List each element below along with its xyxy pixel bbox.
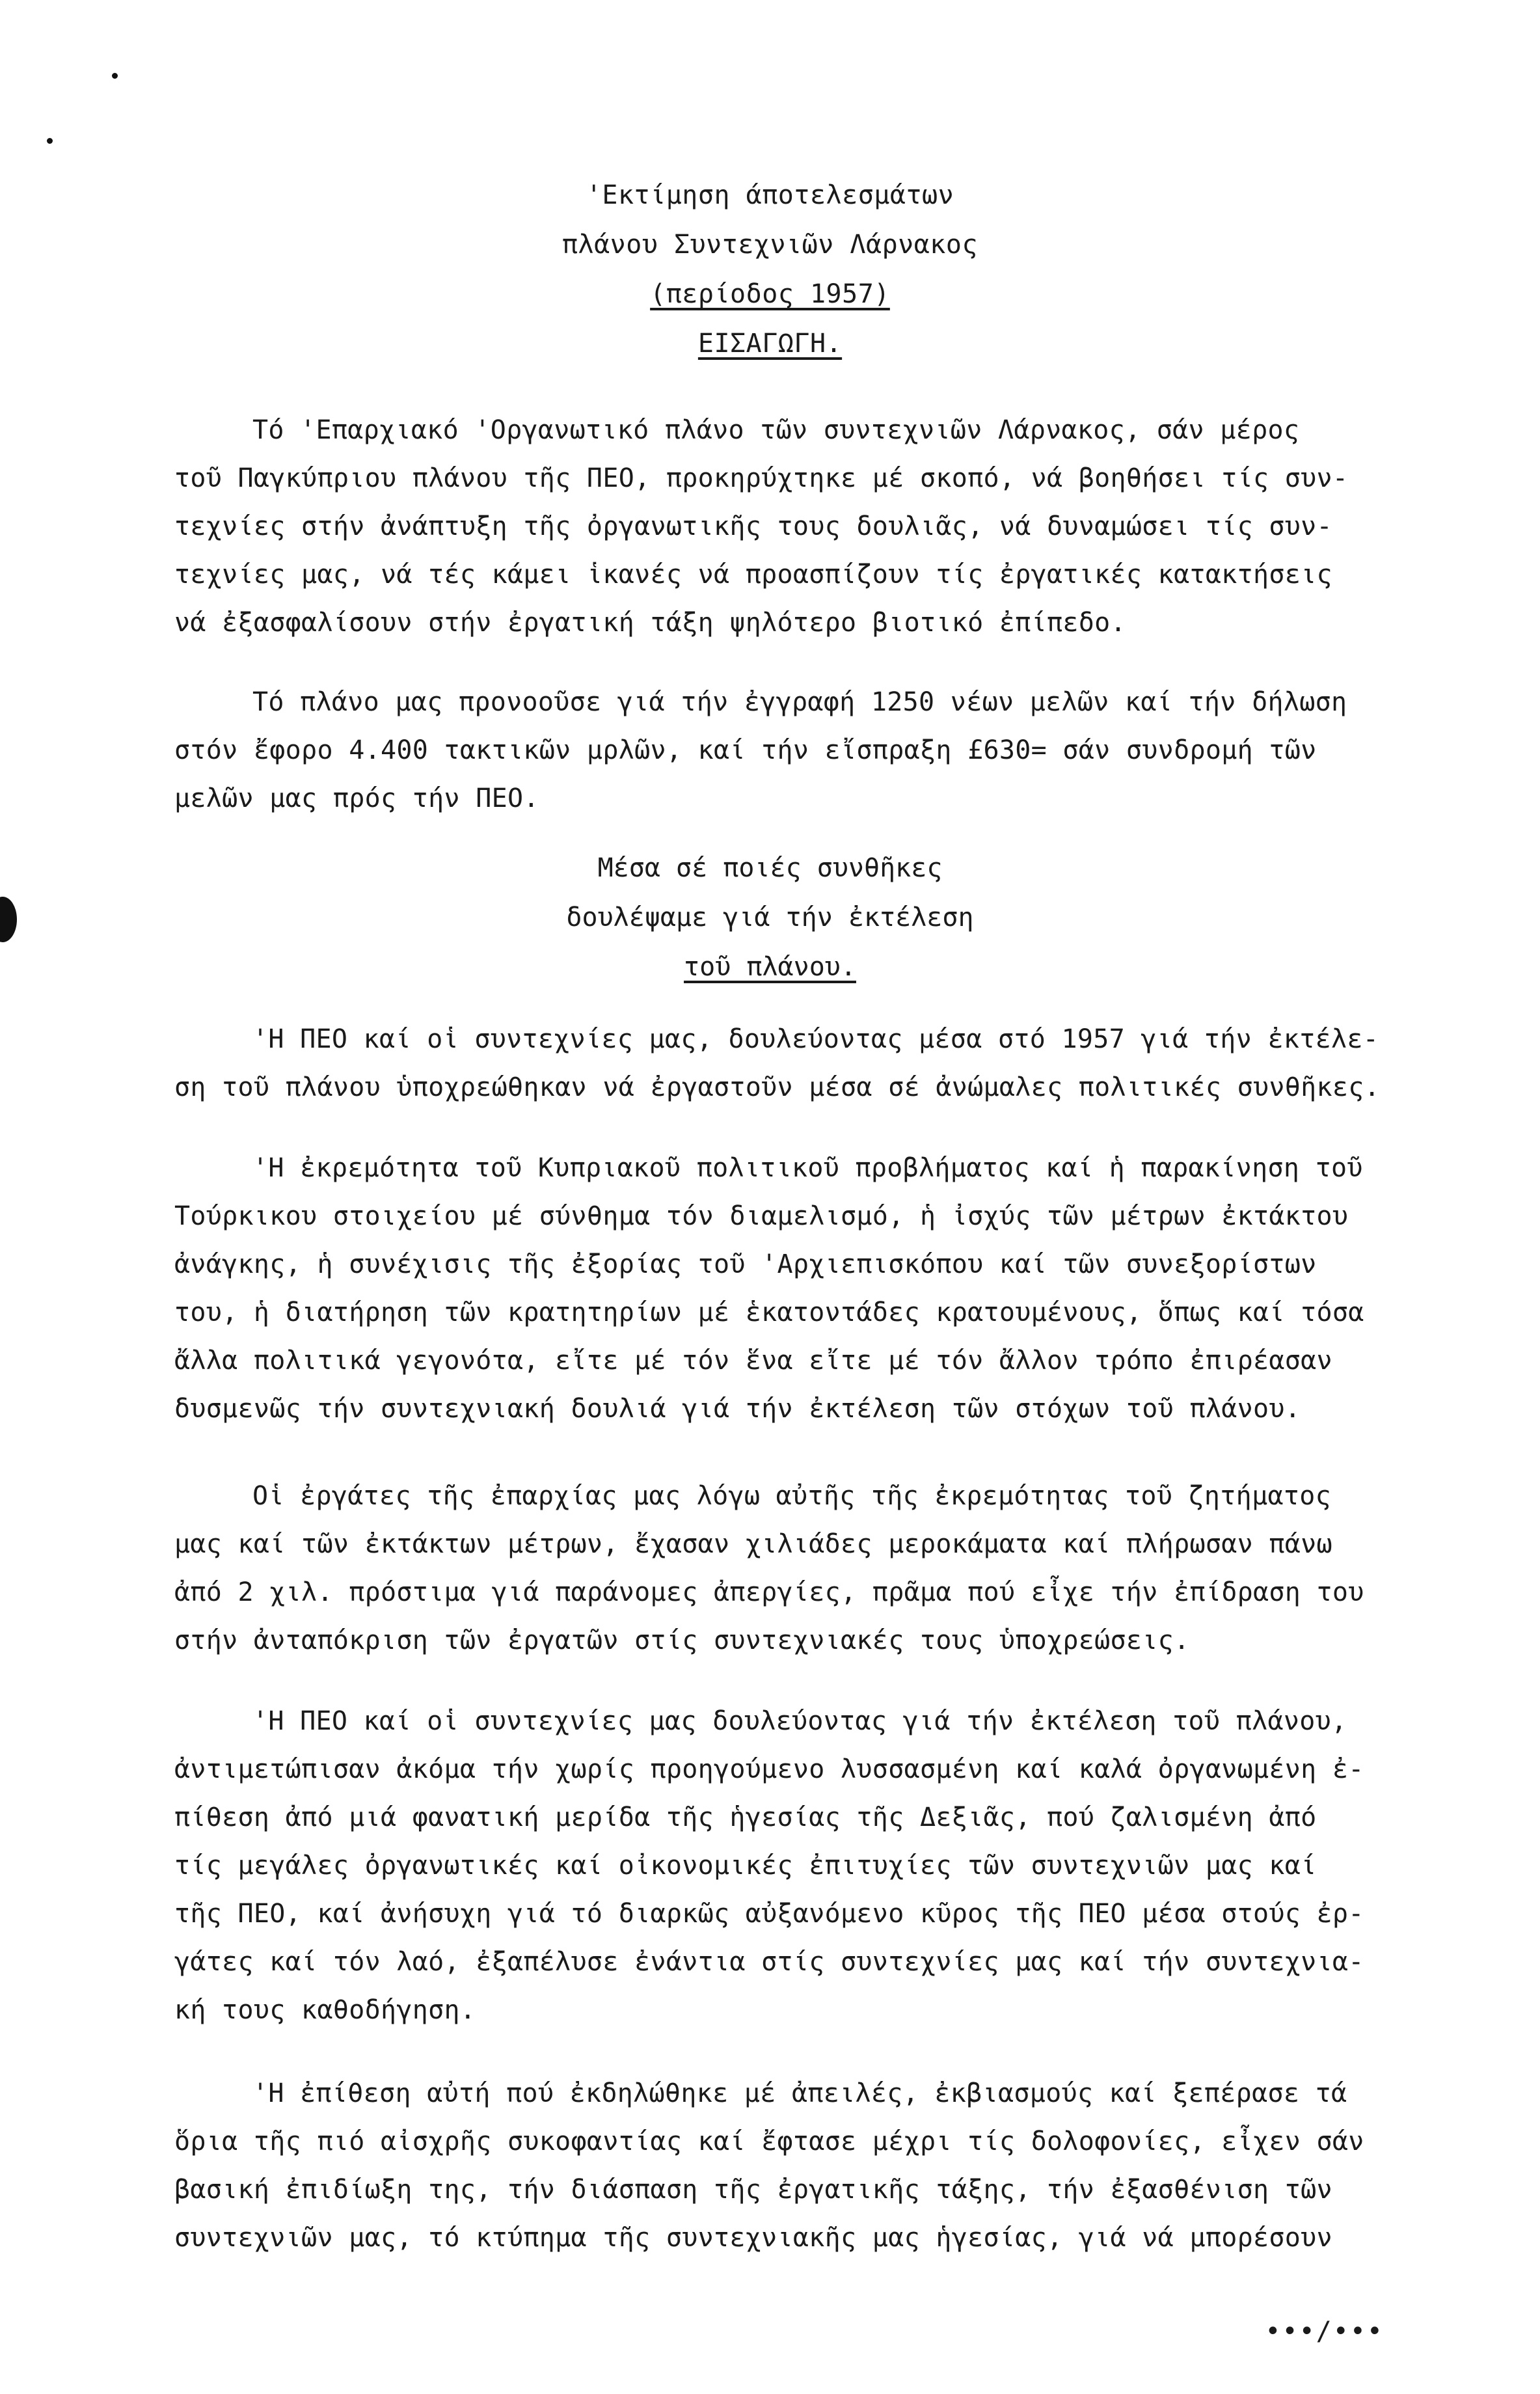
paragraph-right-wing-attack	[174, 1697, 1469, 2034]
text-line: ὅρια τῆς πιό αἰσχρῆς συκοφαντίας καί ἔφτασε μέχρι τίς δολοφονίες, εἶχεν σάν	[174, 2127, 1364, 2156]
text-line: 'Η ΠΕΟ καί οἱ συντεχνίες μας δουλεύοντας γιά τήν ἐκτέλεση τοῦ πλάνου,	[252, 1706, 1347, 1736]
paragraph-abnormal-conditions	[174, 1015, 1469, 1111]
text-line: ἄλλα πολιτικά γεγονότα, εἴτε μέ τόν ἕνα εἴτε μέ τόν ἄλλον τρόπο ἐπιρέασαν	[174, 1346, 1332, 1376]
text-line: 'Η ἐπίθεση αὐτή πού ἐκδηλώθηκε μέ ἀπειλές, ἐκβιασμούς καί ξεπέρασε τά	[252, 2078, 1347, 2108]
title-line-2: πλάνου Συντεχνιῶν Λάρνακος	[561, 230, 979, 260]
text-line: τεχνίες στήν ἀνάπτυξη τῆς ὀργανωτικῆς τους δουλιᾶς, νά δυναμώσει τίς συν-	[174, 511, 1332, 541]
text-line: γάτες καί τόν λαό, ἐξαπέλυσε ἐνάντια στίς συντεχνίες μας καί τήν συντεχνια-	[174, 1947, 1364, 1977]
text-line: στήν ἀνταπόκριση τῶν ἐργατῶν στίς συντεχνιακές τους ὑποχρεώσεις.	[174, 1625, 1190, 1655]
text-line: τίς μεγάλες ὀργανωτικές καί οἰκονομικές ἐπιτυχίες τῶν συντεχνιῶν μας καί	[174, 1851, 1317, 1881]
text-line: συντεχνιῶν μας, τό κτύπημα τῆς συντεχνιακῆς μας ἡγεσίας, γιά νά μπορέσουν	[174, 2223, 1332, 2253]
text-line: του, ἡ διατήρηση τῶν κρατητηρίων μέ ἑκατοντάδες κρατουμένους, ὅπως καί τόσα	[174, 1298, 1364, 1327]
text-line: δυσμενῶς τήν συντεχνιακή δουλιά γιά τήν ἐκτέλεση τῶν στόχων τοῦ πλάνου.	[174, 1394, 1301, 1424]
paragraph-cyprus-problem	[174, 1144, 1469, 1433]
text-line: Τούρκικου στοιχείου μέ σύνθημα τόν διαμελισμό, ἡ ἰσχύς τῶν μέτρων ἐκτάκτου	[174, 1201, 1349, 1231]
scan-speck	[47, 138, 53, 144]
text-line: Τό 'Επαρχιακό 'Οργανωτικό πλάνο τῶν συντεχνιῶν Λάρνακος, σάν μέρος	[252, 415, 1300, 445]
continuation-marker: •••/•••	[1265, 2317, 1384, 2346]
subheading-line-1: Μέσα σέ ποιές συνθῆκες	[597, 853, 943, 883]
paragraph-workers-losses	[174, 1472, 1469, 1665]
text-line: ση τοῦ πλάνου ὑποχρεώθηκαν νά ἐργαστοῦν μέσα σέ ἀνώμαλες πολιτικές συνθῆκες.	[174, 1072, 1381, 1102]
text-line: βασική ἐπιδίωξη της, τήν διάσπαση τῆς ἐργατικῆς τάξης, τήν ἐξασθένιση τῶν	[174, 2175, 1332, 2205]
text-line: τοῦ Παγκύπριου πλάνου τῆς ΠΕΟ, προκηρύχτηκε μέ σκοπό, νά βοηθήσει τίς συν-	[174, 463, 1349, 493]
text-line: ἀνάγκης, ἡ συνέχισις τῆς ἐξορίας τοῦ 'Αρχιεπισκόπου καί τῶν συνεξορίστων	[174, 1249, 1317, 1279]
text-line: τεχνίες μας, νά τές κάμει ἱκανές νά προασπίζουν τίς ἐργατικές κατακτήσεις	[174, 560, 1332, 590]
subheading-conditions	[0, 843, 1540, 992]
text-line: πίθεση ἀπό μιά φανατική μερίδα τῆς ἡγεσίας τῆς Δεξιᾶς, πού ζαλισμένη ἀπό	[174, 1802, 1317, 1832]
text-line: τῆς ΠΕΟ, καί ἀνήσυχη γιά τό διαρκῶς αὐξανόμενο κῦρος τῆς ΠΕΟ μέσα στούς ἐρ-	[174, 1899, 1364, 1929]
title-period: (περίοδος 1957)	[650, 279, 890, 309]
title-block	[0, 170, 1540, 368]
paragraph-attack-aims	[174, 2069, 1469, 2262]
paragraph-intro	[174, 406, 1469, 647]
text-line: μας καί τῶν ἐκτάκτων μέτρων, ἔχασαν χιλιάδες μεροκάματα καί πλήρωσαν πάνω	[174, 1529, 1332, 1559]
paragraph-plan-targets	[174, 678, 1469, 823]
text-line: στόν ἔφορο 4.400 τακτικῶν μρλῶν, καί τήν εἴσπραξη £630= σάν συνδρομή τῶν	[174, 735, 1317, 765]
text-line: κή τους καθοδήγηση.	[174, 1995, 476, 2025]
text-line: νά ἐξασφαλίσουν στήν ἐργατική τάξη ψηλότερο βιοτικό ἐπίπεδο.	[174, 608, 1126, 638]
subheading-line-3: τοῦ πλάνου.	[684, 952, 856, 982]
text-line: μελῶν μας πρός τήν ΠΕΟ.	[174, 783, 539, 813]
text-line: Τό πλάνο μας προνοοῦσε γιά τήν ἐγγραφή 1250 νέων μελῶν καί τήν δήλωση	[252, 687, 1347, 717]
title-line-1: 'Εκτίμηση άποτελεσμάτων	[586, 180, 954, 210]
scan-speck	[112, 73, 118, 79]
subheading-line-2: δουλέψαμε γιά τήν ἐκτέλεση	[566, 903, 974, 932]
section-heading-introduction: ΕΙΣΑΓΩΓΗ.	[697, 329, 843, 359]
text-line: ἀπό 2 χιλ. πρόστιμα γιά παράνομες ἀπεργίες, πρᾶμα πού εἶχε τήν ἐπίδραση του	[174, 1577, 1364, 1607]
text-line: Οἱ ἐργάτες τῆς ἐπαρχίας μας λόγω αὐτῆς τῆς ἐκρεμότητας τοῦ ζητήματος	[252, 1481, 1331, 1511]
text-line: ἀντιμετώπισαν ἀκόμα τήν χωρίς προηγούμενο λυσσασμένη καί καλά ὀργανωμένη ἐ-	[174, 1754, 1364, 1784]
text-line: 'Η ἐκρεμότητα τοῦ Κυπριακοῦ πολιτικοῦ προβλήματος καί ἡ παρακίνηση τοῦ	[252, 1153, 1363, 1183]
text-line: 'Η ΠΕΟ καί οἱ συντεχνίες μας, δουλεύοντας μέσα στό 1957 γιά τήν ἐκτέλε-	[252, 1024, 1379, 1054]
